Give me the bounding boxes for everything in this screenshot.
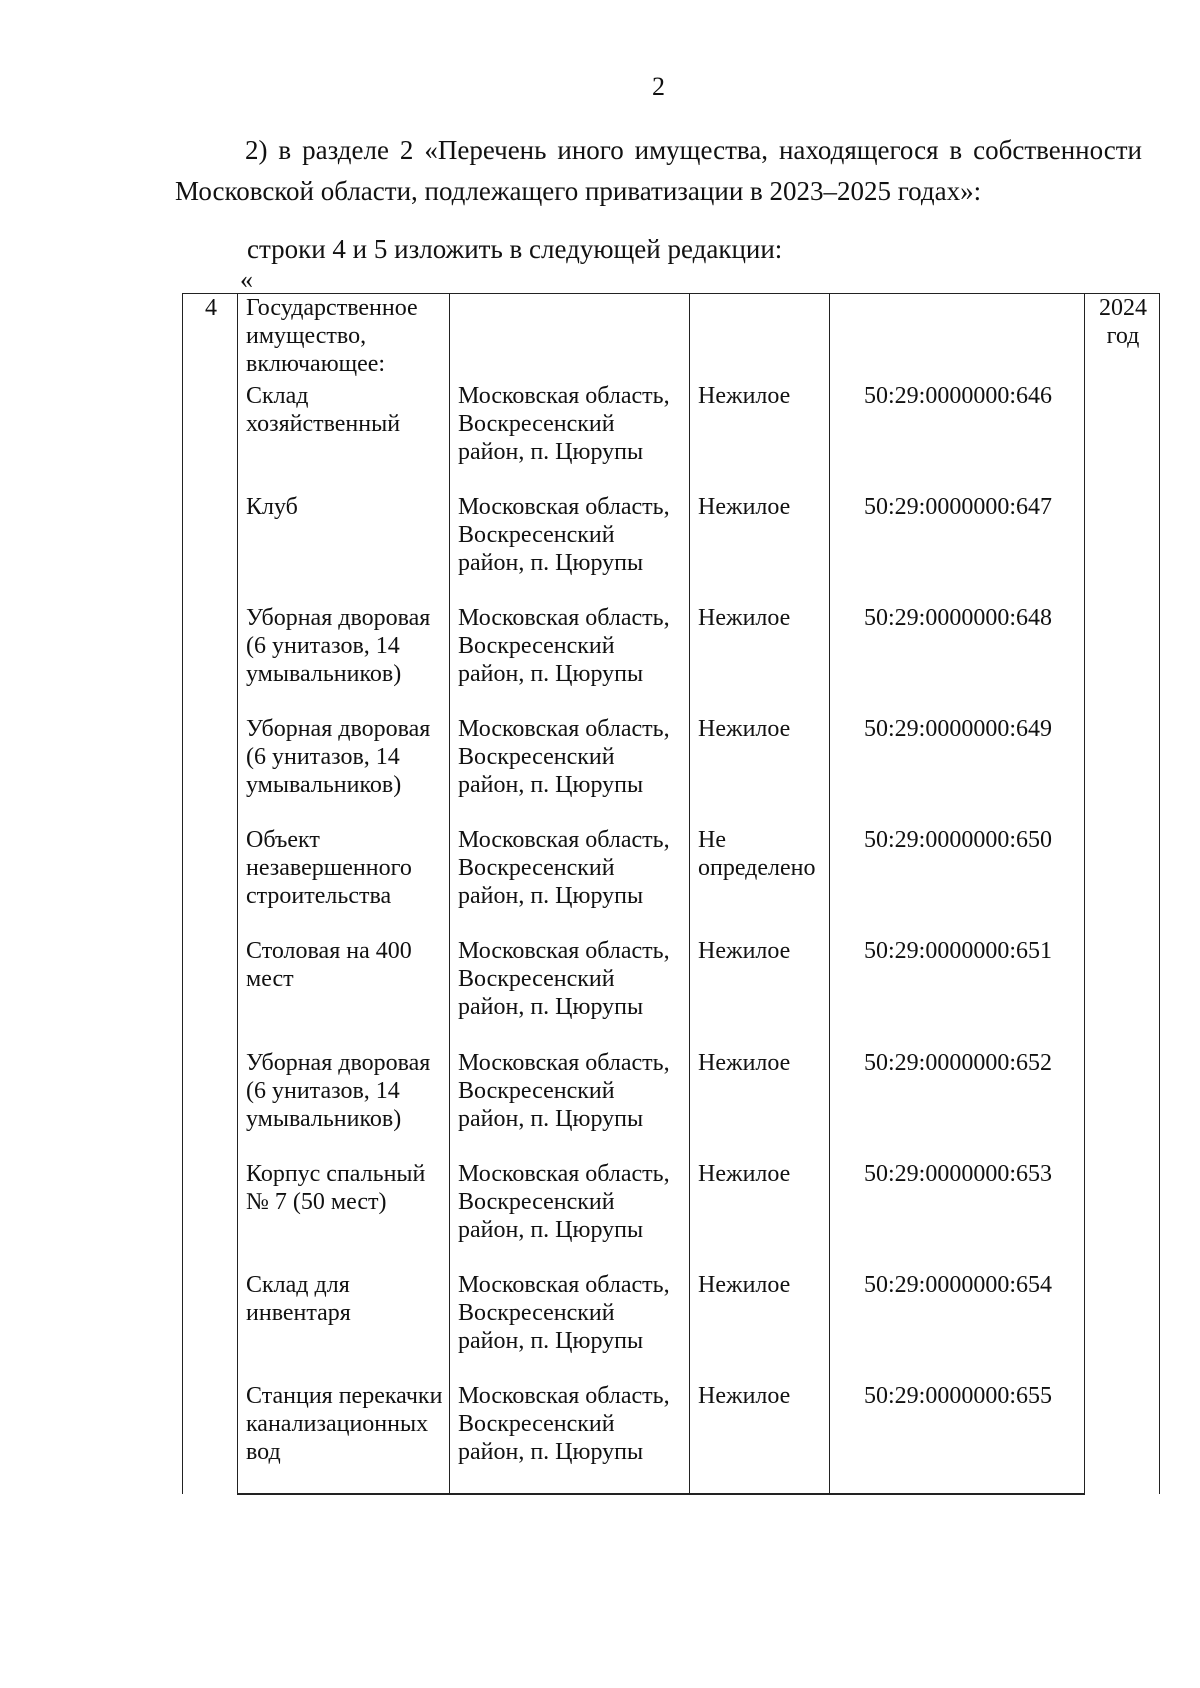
item-address-cell: Московская область, Воскресенский район, п. Цюрупы	[450, 493, 690, 604]
item-address-cell: Московская область, Воскресенский район, п. Цюрупы	[450, 1382, 690, 1493]
item-cadastral-cell: 50:29:0000000:653	[830, 1160, 1085, 1271]
item-cadastral-cell: 50:29:0000000:652	[830, 1049, 1085, 1160]
item-type-cell: Нежилое	[690, 937, 830, 1048]
item-type-cell: Нежилое	[690, 715, 830, 826]
intro-paragraph: 2) в разделе 2 «Перечень иного имущества, находящегося в собственности Московской области, подлежащего приватизации в 2023–2025 годах»:	[175, 135, 1142, 206]
item-address-cell: Московская область, Воскресенский район, п. Цюрупы	[450, 715, 690, 826]
table-filler-row	[183, 1493, 1160, 1494]
table-row	[183, 937, 1160, 1048]
property-table-body	[183, 294, 1160, 1495]
item-type-cell: Нежилое	[690, 1271, 830, 1382]
item-address-cell: Московская область, Воскресенский район, п. Цюрупы	[450, 1049, 690, 1160]
item-type-cell: Нежилое	[690, 1160, 830, 1271]
table-row	[183, 1271, 1160, 1382]
item-type-cell: Нежилое	[690, 1382, 830, 1493]
table-row	[183, 604, 1160, 715]
item-name-cell: Объект незавершенного строительства	[238, 826, 450, 937]
table-group-row	[183, 294, 1160, 383]
row-number-cell: 4	[183, 294, 238, 1495]
item-address-cell: Московская область, Воскресенский район, п. Цюрупы	[450, 937, 690, 1048]
item-cadastral-cell: 50:29:0000000:647	[830, 493, 1085, 604]
item-name-cell: Уборная дворовая (6 унитазов, 14 умывальников)	[238, 715, 450, 826]
item-type-cell: Нежилое	[690, 1049, 830, 1160]
item-name-cell: Станция перекачки канализационных вод	[238, 1382, 450, 1493]
item-name-cell: Клуб	[238, 493, 450, 604]
item-address-cell: Московская область, Воскресенский район, п. Цюрупы	[450, 604, 690, 715]
item-address-cell: Московская область, Воскресенский район, п. Цюрупы	[450, 1271, 690, 1382]
item-address-cell: Московская область, Воскресенский район, п. Цюрупы	[450, 1160, 690, 1271]
item-name-cell: Склад хозяйственный	[238, 382, 450, 493]
year-cell: 2024 год	[1085, 294, 1160, 1495]
item-name-cell: Столовая на 400 мест	[238, 937, 450, 1048]
table-row	[183, 1382, 1160, 1493]
item-name-cell: Уборная дворовая (6 унитазов, 14 умывальников)	[238, 1049, 450, 1160]
item-cadastral-cell: 50:29:0000000:648	[830, 604, 1085, 715]
item-address-cell: Московская область, Воскресенский район, п. Цюрупы	[450, 382, 690, 493]
item-cadastral-cell: 50:29:0000000:649	[830, 715, 1085, 826]
item-name-cell: Уборная дворовая (6 унитазов, 14 умывальников)	[238, 604, 450, 715]
table-row	[183, 382, 1160, 493]
table-row	[183, 493, 1160, 604]
item-address-cell: Московская область, Воскресенский район, п. Цюрупы	[450, 826, 690, 937]
item-cadastral-cell: 50:29:0000000:651	[830, 937, 1085, 1048]
table-row	[183, 715, 1160, 826]
property-table	[182, 293, 1160, 1495]
item-cadastral-cell: 50:29:0000000:654	[830, 1271, 1085, 1382]
item-name-cell: Корпус спальный № 7 (50 мест)	[238, 1160, 450, 1271]
item-type-cell: Нежилое	[690, 493, 830, 604]
group-title-cell: Государственное имущество, включающее:	[238, 294, 450, 383]
item-type-cell: Не определено	[690, 826, 830, 937]
page-number: 2	[652, 72, 665, 101]
table-row	[183, 1049, 1160, 1160]
table-row	[183, 826, 1160, 937]
item-cadastral-cell: 50:29:0000000:646	[830, 382, 1085, 493]
instruction-paragraph: строки 4 и 5 изложить в следующей редакции:	[247, 234, 783, 264]
item-cadastral-cell: 50:29:0000000:650	[830, 826, 1085, 937]
item-type-cell: Нежилое	[690, 382, 830, 493]
table-row	[183, 1160, 1160, 1271]
item-name-cell: Склад для инвентаря	[238, 1271, 450, 1382]
item-type-cell: Нежилое	[690, 604, 830, 715]
opening-quote: «	[240, 265, 253, 294]
item-cadastral-cell: 50:29:0000000:655	[830, 1382, 1085, 1493]
